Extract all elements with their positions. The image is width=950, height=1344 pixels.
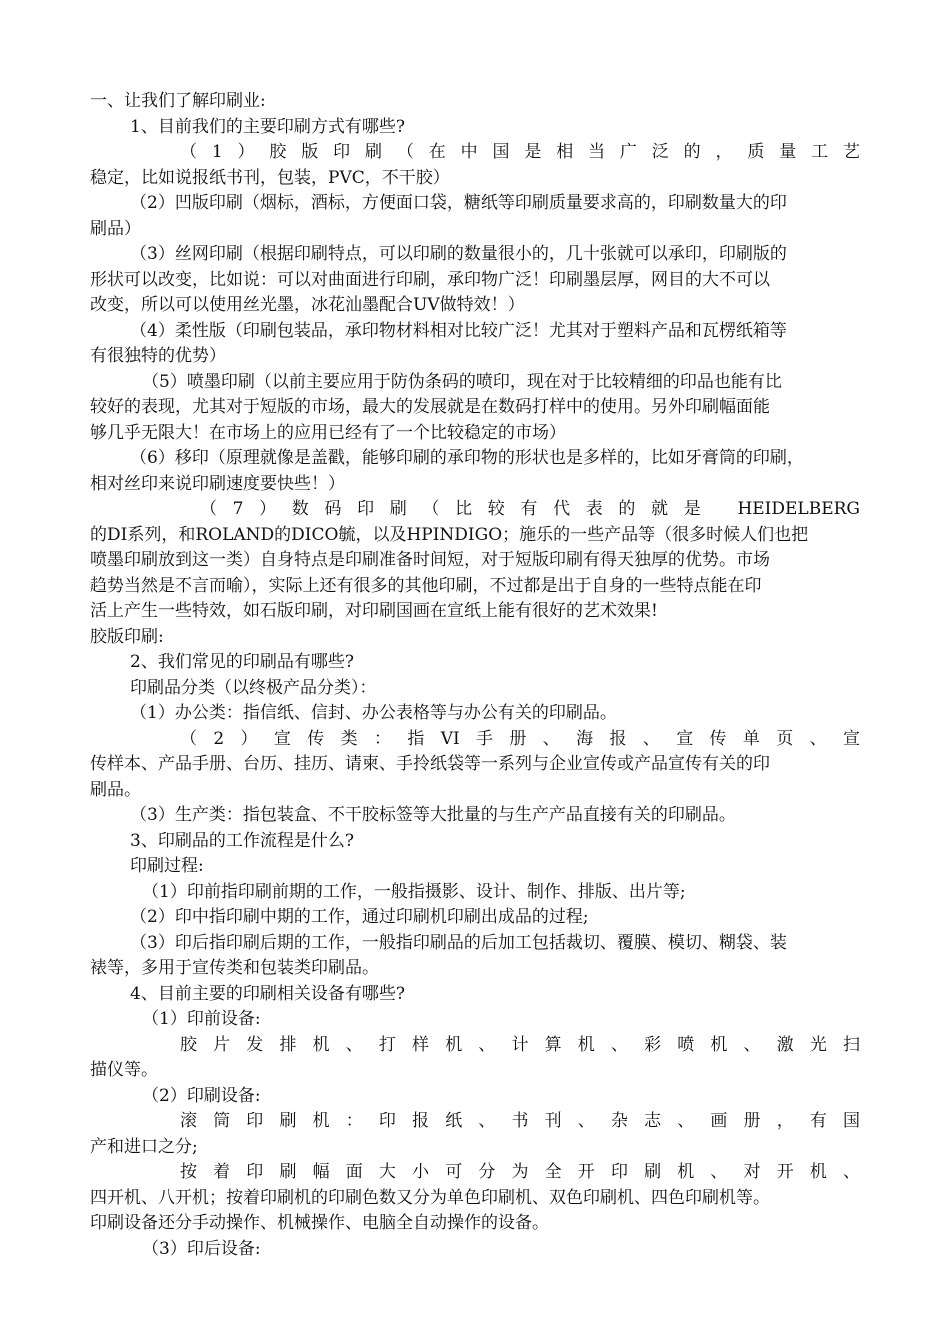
paragraph-line: （4）柔性版（印刷包装品，承印物材料相对比较广泛！尤其对于塑料产品和瓦楞纸箱等 xyxy=(130,320,787,341)
paragraph-line: （3）丝网印刷（根据印刷特点，可以印刷的数量很小的，几十张就可以承印，印刷版的 xyxy=(130,244,787,264)
paragraph-line: （1）胶版印刷（在中国是相当广泛的，质量工艺 xyxy=(180,142,860,162)
section-heading: 一、让我们了解印刷业: xyxy=(90,91,266,111)
paragraph-line: 喷墨印刷放到这一类）自身特点是印刷准备时间短，对于短版印刷有得天独厚的优势。市场 xyxy=(90,550,770,570)
paragraph-line: （3）生产类：指包装盒、不干胶标签等大批量的与生产产品直接有关的印刷品。 xyxy=(130,805,736,825)
paragraph-line: 有很独特的优势） xyxy=(90,346,226,366)
paragraph-line: 裱等，多用于宣传类和包装类印刷品。 xyxy=(90,958,379,978)
paragraph-line: 相对丝印来说印刷速度要快些！） xyxy=(90,473,345,494)
paragraph-line: 印刷品分类（以终极产品分类）： xyxy=(130,677,377,698)
paragraph-line: （1）办公类：指信纸、信封、办公表格等与办公有关的印刷品。 xyxy=(130,703,617,723)
question-heading: 4、目前主要的印刷相关设备有哪些? xyxy=(130,983,405,1004)
paragraph-line: 够几乎无限大！在市场上的应用已经有了一个比较稳定的市场） xyxy=(90,422,566,443)
paragraph-line: （3）印后指印刷后期的工作，一般指印刷品的后加工包括裁切、覆膜、模切、糊袋、装 xyxy=(130,932,787,953)
paragraph-line: 刷品） xyxy=(90,218,141,239)
paragraph-line: 滚筒印刷机：印报纸、书刊、杂志、画册，有国 xyxy=(180,1111,860,1131)
paragraph-line: 稳定，比如说报纸书刊，包装，PVC，不干胶） xyxy=(90,167,450,188)
paragraph-line: （2）印刷设备: xyxy=(142,1085,261,1106)
paragraph-line: 趋势当然是不言而喻），实际上还有很多的其他印刷，不过都是出于自身的一些特点能在印 xyxy=(90,575,762,596)
paragraph-line: （3）印后设备: xyxy=(142,1238,261,1259)
paragraph-line: 较好的表现，尤其对于短版的市场，最大的发展就是在数码打样中的使用。另外印刷幅面能 xyxy=(90,397,770,417)
paragraph-line: （2）宣传类：指VI手册、海报、宣传单页、宣 xyxy=(180,728,860,749)
document-body xyxy=(90,89,860,1262)
subsection-heading: 胶版印刷: xyxy=(90,626,164,647)
paragraph-line: 形状可以改变，比如说：可以对曲面进行印刷，承印物广泛！印刷墨层厚，网目的大不可以 xyxy=(90,269,770,290)
paragraph-line: 描仪等。 xyxy=(90,1060,158,1080)
question-heading: 1、目前我们的主要印刷方式有哪些? xyxy=(130,116,405,137)
paragraph-line: （6）移印（原理就像是盖戳，能够印刷的承印物的形状也是多样的，比如牙膏筒的印刷， xyxy=(130,448,804,468)
paragraph-line: 四开机、八开机；按着印刷机的印刷色数又分为单色印刷机、双色印刷机、四色印刷机等。 xyxy=(90,1187,770,1208)
paragraph-line: 胶片发排机、打样机、计算机、彩喷机、激光扫 xyxy=(180,1034,860,1055)
paragraph-line: 印刷过程: xyxy=(130,856,204,876)
paragraph-line: 的DI系列，和ROLAND的DICO毓，以及HPINDIGO；施乐的一些产品等（很多时候人们也把 xyxy=(90,524,809,545)
paragraph-line: （1）印前设备: xyxy=(142,1009,261,1029)
paragraph-line: （1）印前指印刷前期的工作，一般指摄影、设计、制作、排版、出片等; xyxy=(142,881,686,902)
paragraph-line: 印刷设备还分手动操作、机械操作、电脑全自动操作的设备。 xyxy=(90,1213,549,1233)
question-heading: 2、我们常见的印刷品有哪些? xyxy=(130,652,354,672)
paragraph-line: （5）喷墨印刷（以前主要应用于防伪条码的喷印，现在对于比较精细的印品也能有比 xyxy=(142,371,782,392)
paragraph-line: （2）印中指印刷中期的工作，通过印刷机印刷出成品的过程; xyxy=(130,907,589,927)
paragraph-line: （2）凹版印刷（烟标，酒标，方便面口袋，糖纸等印刷质量要求高的，印刷数量大的印 xyxy=(130,193,787,213)
paragraph-line: 刷品。 xyxy=(90,779,141,800)
paragraph-line: 改变，所以可以使用丝光墨，冰花汕墨配合UV做特效！） xyxy=(90,295,525,315)
paragraph-line: 活上产生一些特效，如石版印刷，对印刷国画在宣纸上能有很好的艺术效果! xyxy=(90,601,658,621)
paragraph-line: 按着印刷幅面大小可分为全开印刷机、对开机、 xyxy=(180,1162,860,1182)
paragraph-line: 传样本、产品手册、台历、挂历、请柬、手拎纸袋等一系列与企业宣传或产品宣传有关的印 xyxy=(90,754,770,774)
paragraph-line: 产和进口之分; xyxy=(90,1136,198,1157)
paragraph-line: （7）数码印刷（比较有代表的就是 HEIDELBERG xyxy=(200,499,860,519)
question-heading: 3、印刷品的工作流程是什么? xyxy=(130,830,354,851)
